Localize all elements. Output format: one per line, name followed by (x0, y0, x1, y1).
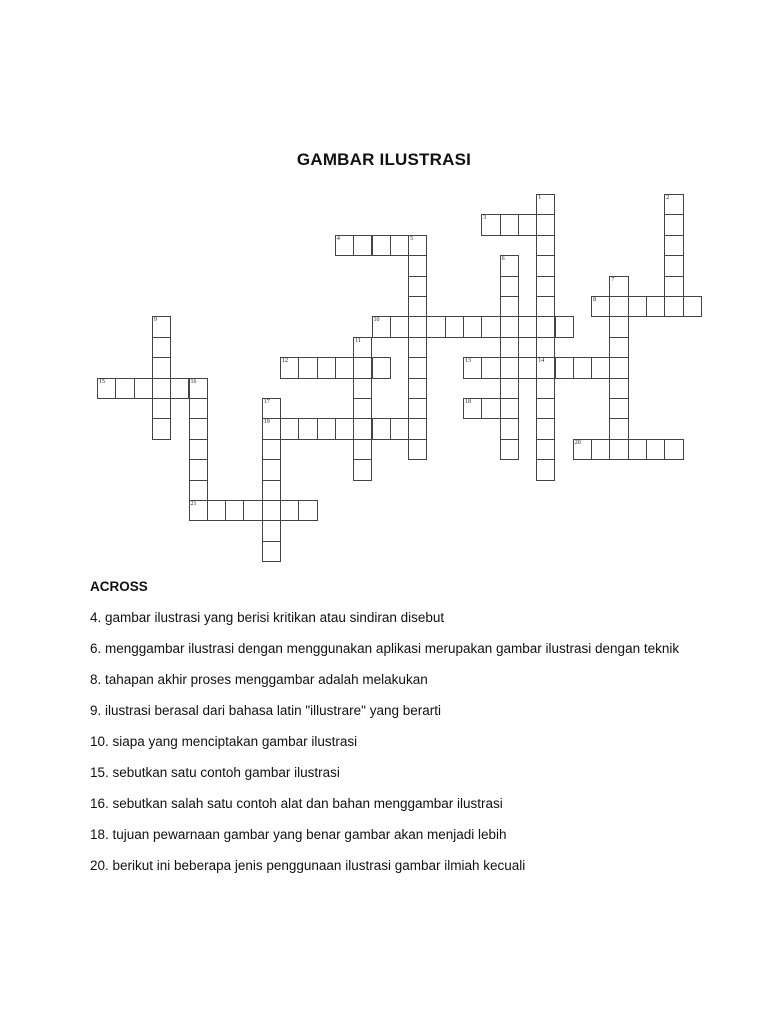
grid-cell[interactable] (463, 398, 482, 419)
grid-cell[interactable] (262, 459, 281, 480)
page-title: GAMBAR ILUSTRASI (296, 150, 472, 169)
grid-cell[interactable] (262, 500, 281, 521)
clue-number: 11 (355, 337, 361, 344)
grid-cell[interactable] (353, 418, 372, 439)
grid-cell[interactable] (683, 296, 702, 317)
grid-cell[interactable] (390, 418, 409, 439)
grid-cell[interactable] (646, 439, 665, 460)
grid-cell[interactable] (664, 235, 683, 256)
grid-cell[interactable] (536, 398, 555, 419)
clue-number: 16 (190, 378, 197, 385)
grid-cell[interactable] (426, 316, 445, 337)
clue-number: 6 (501, 256, 505, 263)
clue-number: 17 (263, 399, 270, 405)
grid-cell[interactable] (664, 214, 683, 235)
clue-item: 18. tujuan pewarnaan gambar yang benar gambar akan menjadi lebih (90, 827, 507, 842)
grid-cell[interactable] (335, 235, 354, 256)
grid-cell[interactable] (152, 378, 171, 399)
grid-cell[interactable] (628, 296, 647, 317)
clue-list (90, 577, 690, 887)
grid-cell[interactable] (408, 439, 427, 460)
grid-cell[interactable] (152, 357, 171, 378)
clue-number: 12 (282, 358, 288, 365)
grid-cell[interactable] (536, 194, 555, 215)
grid-cell[interactable] (207, 500, 226, 521)
grid-cell[interactable] (536, 255, 555, 276)
grid-cell[interactable] (408, 316, 427, 337)
clue-number: 3 (483, 215, 487, 222)
grid-cell[interactable] (518, 316, 537, 337)
grid-cell[interactable] (115, 378, 134, 399)
grid-cell[interactable] (445, 316, 464, 337)
grid-cell[interactable] (317, 357, 336, 378)
grid-cell[interactable] (298, 357, 317, 378)
grid-cell[interactable] (536, 316, 555, 337)
grid-cell[interactable] (536, 276, 555, 297)
grid-cell[interactable] (372, 316, 391, 337)
grid-cell[interactable] (664, 439, 683, 460)
grid-cell[interactable] (536, 214, 555, 235)
grid-cell[interactable] (609, 378, 628, 399)
grid-cell[interactable] (536, 439, 555, 460)
grid-cell[interactable] (97, 378, 116, 399)
grid-cell[interactable] (152, 398, 171, 419)
clue-item: 10. siapa yang menciptakan gambar ilustrasi (90, 734, 358, 749)
grid-cell[interactable] (500, 214, 519, 235)
grid-cell[interactable] (152, 337, 171, 358)
grid-cell[interactable] (408, 378, 427, 399)
clue-number: 9 (153, 317, 157, 324)
grid-cell[interactable] (536, 337, 555, 358)
grid-cell[interactable] (262, 439, 281, 460)
grid-cell[interactable] (500, 276, 519, 297)
grid-cell[interactable] (609, 276, 628, 297)
clue-number: 18 (465, 399, 471, 405)
grid-cell[interactable] (353, 235, 372, 256)
clue-number: 20 (574, 439, 581, 446)
grid-cell[interactable] (463, 357, 482, 378)
grid-cell[interactable] (353, 378, 372, 399)
clue-number: 19 (263, 419, 270, 426)
grid-cell[interactable] (170, 378, 189, 399)
clue-item: 16. sebutkan salah satu contoh alat dan bahan menggambar ilustrasi (90, 796, 503, 811)
clue-number: 4 (336, 235, 340, 242)
clue-items (90, 608, 690, 876)
grid-cell[interactable] (518, 214, 537, 235)
grid-cell[interactable] (609, 439, 628, 460)
clue-item: 6. menggambar ilustrasi dengan menggunakan aplikasi merupakan gambar ilustrasi dengan teknik (90, 641, 680, 656)
grid-cell[interactable] (280, 418, 299, 439)
grid-cell[interactable] (555, 316, 574, 337)
grid-cell[interactable] (664, 255, 683, 276)
grid-cell[interactable] (500, 439, 519, 460)
clue-number: 2 (666, 195, 670, 201)
grid-cell[interactable] (280, 500, 299, 521)
grid-cell[interactable] (243, 500, 262, 521)
grid-cell[interactable] (609, 418, 628, 439)
grid-cell[interactable] (609, 337, 628, 358)
grid-cell[interactable] (500, 337, 519, 358)
grid-cell[interactable] (353, 439, 372, 460)
grid-cell[interactable] (262, 398, 281, 419)
clue-number: 14 (538, 358, 545, 365)
grid-cell[interactable] (591, 357, 610, 378)
grid-cell[interactable] (189, 418, 208, 439)
grid-cell[interactable] (372, 357, 391, 378)
grid-cell[interactable] (463, 316, 482, 337)
grid-cell[interactable] (609, 316, 628, 337)
clue-item: 8. tahapan akhir proses menggambar adalah melakukan (90, 672, 428, 687)
grid-cell[interactable] (189, 459, 208, 480)
grid-cell[interactable] (152, 418, 171, 439)
grid-cell[interactable] (646, 296, 665, 317)
grid-cell[interactable] (262, 541, 281, 562)
grid-cell[interactable] (664, 276, 683, 297)
grid-cell[interactable] (500, 255, 519, 276)
grid-cell[interactable] (353, 357, 372, 378)
grid-cell[interactable] (408, 296, 427, 317)
grid-cell[interactable] (298, 418, 317, 439)
clue-number: 10 (373, 317, 380, 324)
grid-cell[interactable] (573, 357, 592, 378)
grid-cell[interactable] (500, 316, 519, 337)
grid-cell[interactable] (408, 255, 427, 276)
grid-cell[interactable] (536, 378, 555, 399)
grid-cell[interactable] (518, 357, 537, 378)
grid-cell[interactable] (262, 480, 281, 501)
grid-cell[interactable] (353, 459, 372, 480)
grid-cell[interactable] (317, 418, 336, 439)
grid-cell[interactable] (609, 296, 628, 317)
grid-cell[interactable] (664, 194, 683, 215)
grid-cell[interactable] (591, 296, 610, 317)
grid-cell[interactable] (500, 378, 519, 399)
grid-cell[interactable] (408, 276, 427, 297)
grid-cell[interactable] (189, 378, 208, 399)
grid-cell[interactable] (372, 235, 391, 256)
grid-cell[interactable] (152, 316, 171, 337)
clues-heading: ACROSS (90, 579, 148, 594)
grid-cell[interactable] (189, 439, 208, 460)
grid-cell[interactable] (372, 418, 391, 439)
grid-cell[interactable] (481, 316, 500, 337)
grid-cell[interactable] (500, 357, 519, 378)
grid-cell[interactable] (353, 398, 372, 419)
grid-cell[interactable] (189, 480, 208, 501)
grid-cell[interactable] (609, 398, 628, 419)
grid-cell[interactable] (225, 500, 244, 521)
grid-cell[interactable] (134, 378, 153, 399)
grid-cell[interactable] (481, 357, 500, 378)
grid-cell[interactable] (591, 439, 610, 460)
grid-cell[interactable] (573, 439, 592, 460)
grid-cell[interactable] (500, 296, 519, 317)
grid-cell[interactable] (408, 418, 427, 439)
grid-cell[interactable] (481, 214, 500, 235)
clue-number: 8 (593, 297, 597, 303)
grid-cell[interactable] (500, 418, 519, 439)
clue-item: 15. sebutkan satu contoh gambar ilustrasi (90, 765, 340, 780)
grid-cell[interactable] (628, 439, 647, 460)
grid-cell[interactable] (408, 357, 427, 378)
grid-cell[interactable] (536, 459, 555, 480)
clue-item: 9. ilustrasi berasal dari bahasa latin "illustrare" yang berarti (90, 703, 442, 718)
grid-cell[interactable] (262, 520, 281, 541)
clue-number: 13 (465, 358, 471, 365)
grid-cell[interactable] (408, 235, 427, 256)
clue-number: 1 (538, 195, 542, 201)
grid-cell[interactable] (536, 357, 555, 378)
grid-cell[interactable] (408, 398, 427, 419)
grid-cell[interactable] (189, 500, 208, 521)
clue-item: 20. berikut ini beberapa jenis penggunaan ilustrasi gambar ilmiah kecuali (90, 858, 526, 873)
grid-cell[interactable] (262, 418, 281, 439)
grid-cell[interactable] (664, 296, 683, 317)
grid-cell[interactable] (335, 357, 354, 378)
clue-number: 21 (190, 501, 197, 507)
clue-number: 15 (99, 378, 105, 385)
grid-cell[interactable] (500, 398, 519, 419)
grid-cell[interactable] (353, 337, 372, 358)
clue-item: 4. gambar ilustrasi yang berisi kritikan atau sindiran disebut (90, 610, 445, 625)
grid-cell[interactable] (555, 357, 574, 378)
grid-cell[interactable] (390, 235, 409, 256)
clue-number: 7 (611, 276, 615, 283)
grid-cell[interactable] (189, 398, 208, 419)
grid-cell[interactable] (536, 418, 555, 439)
clue-number: 5 (410, 235, 414, 242)
grid-cell[interactable] (280, 357, 299, 378)
grid-cell[interactable] (609, 357, 628, 378)
grid-cell[interactable] (298, 500, 317, 521)
grid-cell[interactable] (481, 398, 500, 419)
grid-cell[interactable] (536, 235, 555, 256)
grid-cell[interactable] (536, 296, 555, 317)
grid-cell[interactable] (335, 418, 354, 439)
grid-cell[interactable] (390, 316, 409, 337)
grid-cell[interactable] (408, 337, 427, 358)
